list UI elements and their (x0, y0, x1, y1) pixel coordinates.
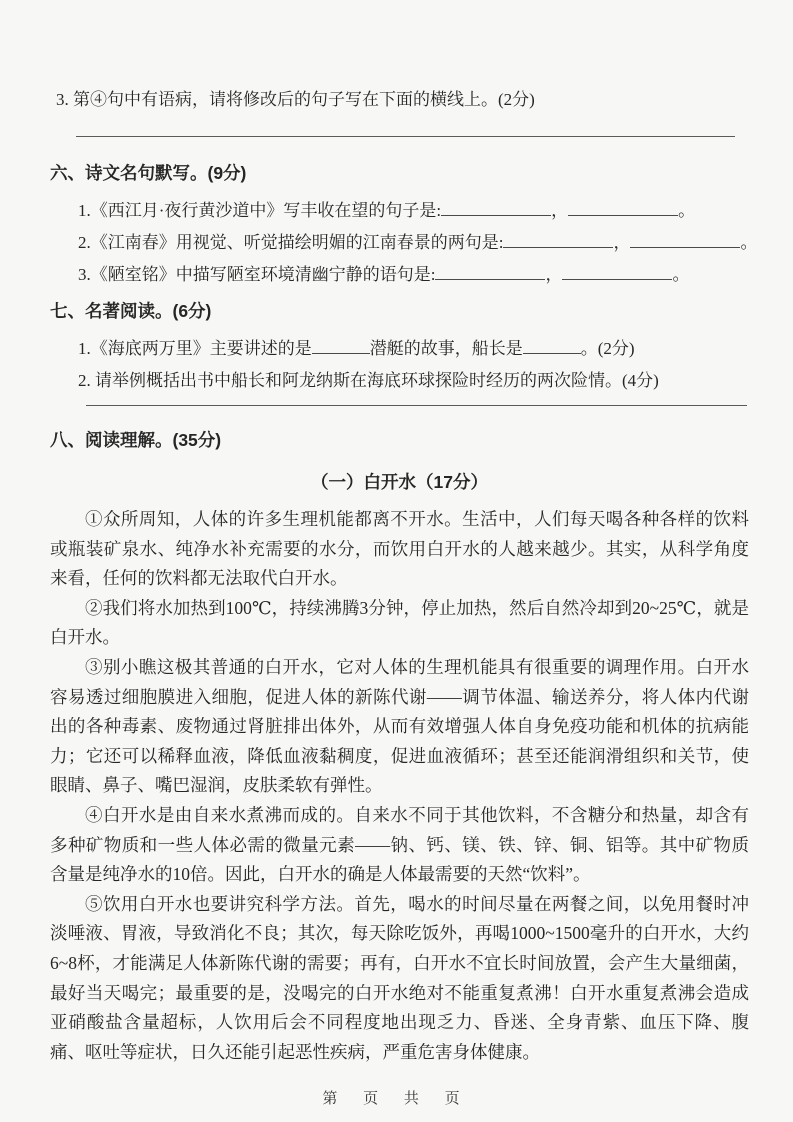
answer-line-question-3 (76, 136, 735, 137)
fill-in-blank (523, 339, 581, 354)
answer-line-section-seven (86, 405, 747, 406)
item-text: 1.《西江月·夜行黄沙道中》写丰收在望的句子是: (78, 201, 442, 220)
section-seven-item-2 (50, 369, 749, 393)
page-footer: 第 页 共 页 (322, 1091, 471, 1107)
section-six-title: 六、诗文名句默写。(9分) (50, 163, 247, 183)
separator: ， (551, 201, 569, 220)
item-text: 。(2分) (580, 339, 635, 358)
fill-in-blank (562, 265, 672, 280)
passage-paragraph-2: ②我们将水加热到100℃，持续沸腾3分钟，停止加热，然后自然冷却到20~25℃，就是白开水。 (50, 597, 749, 648)
period: 。 (672, 265, 690, 284)
item-text: 1.《海底两万里》主要讲述的是 (78, 339, 312, 358)
period: 。 (740, 233, 758, 252)
fill-in-blank (435, 265, 545, 280)
section-six-item-1 (50, 199, 749, 223)
section-six-item-2 (50, 231, 758, 255)
fill-in-blank (568, 201, 678, 216)
passage-paragraph-4: ④白开水是由自来水煮沸而成的。自来水不同于其他饮料，不含糖分和热量，却含有多种矿物质和一些人体必需的微量元素——钠、钙、镁、铁、锌、铜、铝等。其中矿物质含量是纯净水的10倍。因此，白开水的确是人体最需要的天然“饮料”。 (50, 804, 749, 885)
passage-title: （一）白开水（17分） (311, 472, 488, 492)
passage-paragraph-5: ⑤饮用白开水也要讲究科学方法。首先，喝水的时间尽量在两餐之间，以免用餐时冲淡唾液、胃液，导致消化不良；其次，每天除吃饭外，再喝1000~1500毫升的白开水，大约6~8杯，才能满足人体新陈代谢的需要；再有，白开水不宜长时间放置，会产生大量细菌，最好当天喝完；最重要的是，没喝完的白开水绝对不能重复煮沸！白开水重复煮沸会造成亚硝酸盐含量超标，人饮用后会不同程度地出现乏力、昏迷、全身青紫、血压下降、腹痛、呕吐等症状，日久还能引起恶性疾病，严重危害身体健康。 (50, 893, 749, 1062)
separator: ， (545, 265, 563, 284)
period: 。 (678, 201, 696, 220)
section-seven-item-1 (50, 337, 749, 361)
section-eight-title: 八、阅读理解。(35分) (50, 430, 222, 450)
passage-paragraph-3: ③别小瞧这极其普通的白开水，它对人体的生理机能具有很重要的调理作用。白开水容易透过细胞膜进入细胞，促进人体的新陈代谢——调节体温、输送养分，将人体内代谢出的各种毒素、废物通过肾脏排出体外，从而有效增强人体自身免疫功能和机体的抗病能力；它还可以稀释血液，降低血液黏稠度，促进血液循环；甚至还能润滑组织和关节，使眼睛、鼻子、嘴巴湿润，皮肤柔软有弹性。 (50, 656, 749, 796)
fill-in-blank (441, 201, 551, 216)
section-seven-title: 七、名著阅读。(6分) (50, 301, 212, 321)
fill-in-blank (503, 233, 613, 248)
item-text: 3.《陋室铭》中描写陋室环境清幽宁静的语句是: (78, 265, 436, 284)
separator: ， (613, 233, 631, 252)
reading-passage (50, 505, 749, 1067)
fill-in-blank (630, 233, 740, 248)
item-text: 潜艇的故事，船长是 (369, 339, 523, 358)
section-six-item-3 (50, 263, 749, 287)
question-3-text: 3. 第④句中有语病，请将修改后的句子写在下面的横线上。(2分) (56, 90, 535, 109)
passage-paragraph-1: ①众所周知，人体的许多生理机能都离不开水。生活中，人们每天喝各种各样的饮料或瓶装矿泉水、纯净水补充需要的水分，而饮用白开水的人越来越少。其实，从科学角度来看，任何的饮料都无法取代白开水。 (50, 509, 749, 589)
item-text: 2.《江南春》用视觉、听觉描绘明媚的江南春景的两句是: (78, 233, 504, 252)
item-text: 2. 请举例概括出书中船长和阿龙纳斯在海底环球探险时经历的两次险情。(4分) (78, 371, 659, 390)
question-3-revise-sentence (56, 88, 749, 112)
fill-in-blank (312, 339, 370, 354)
